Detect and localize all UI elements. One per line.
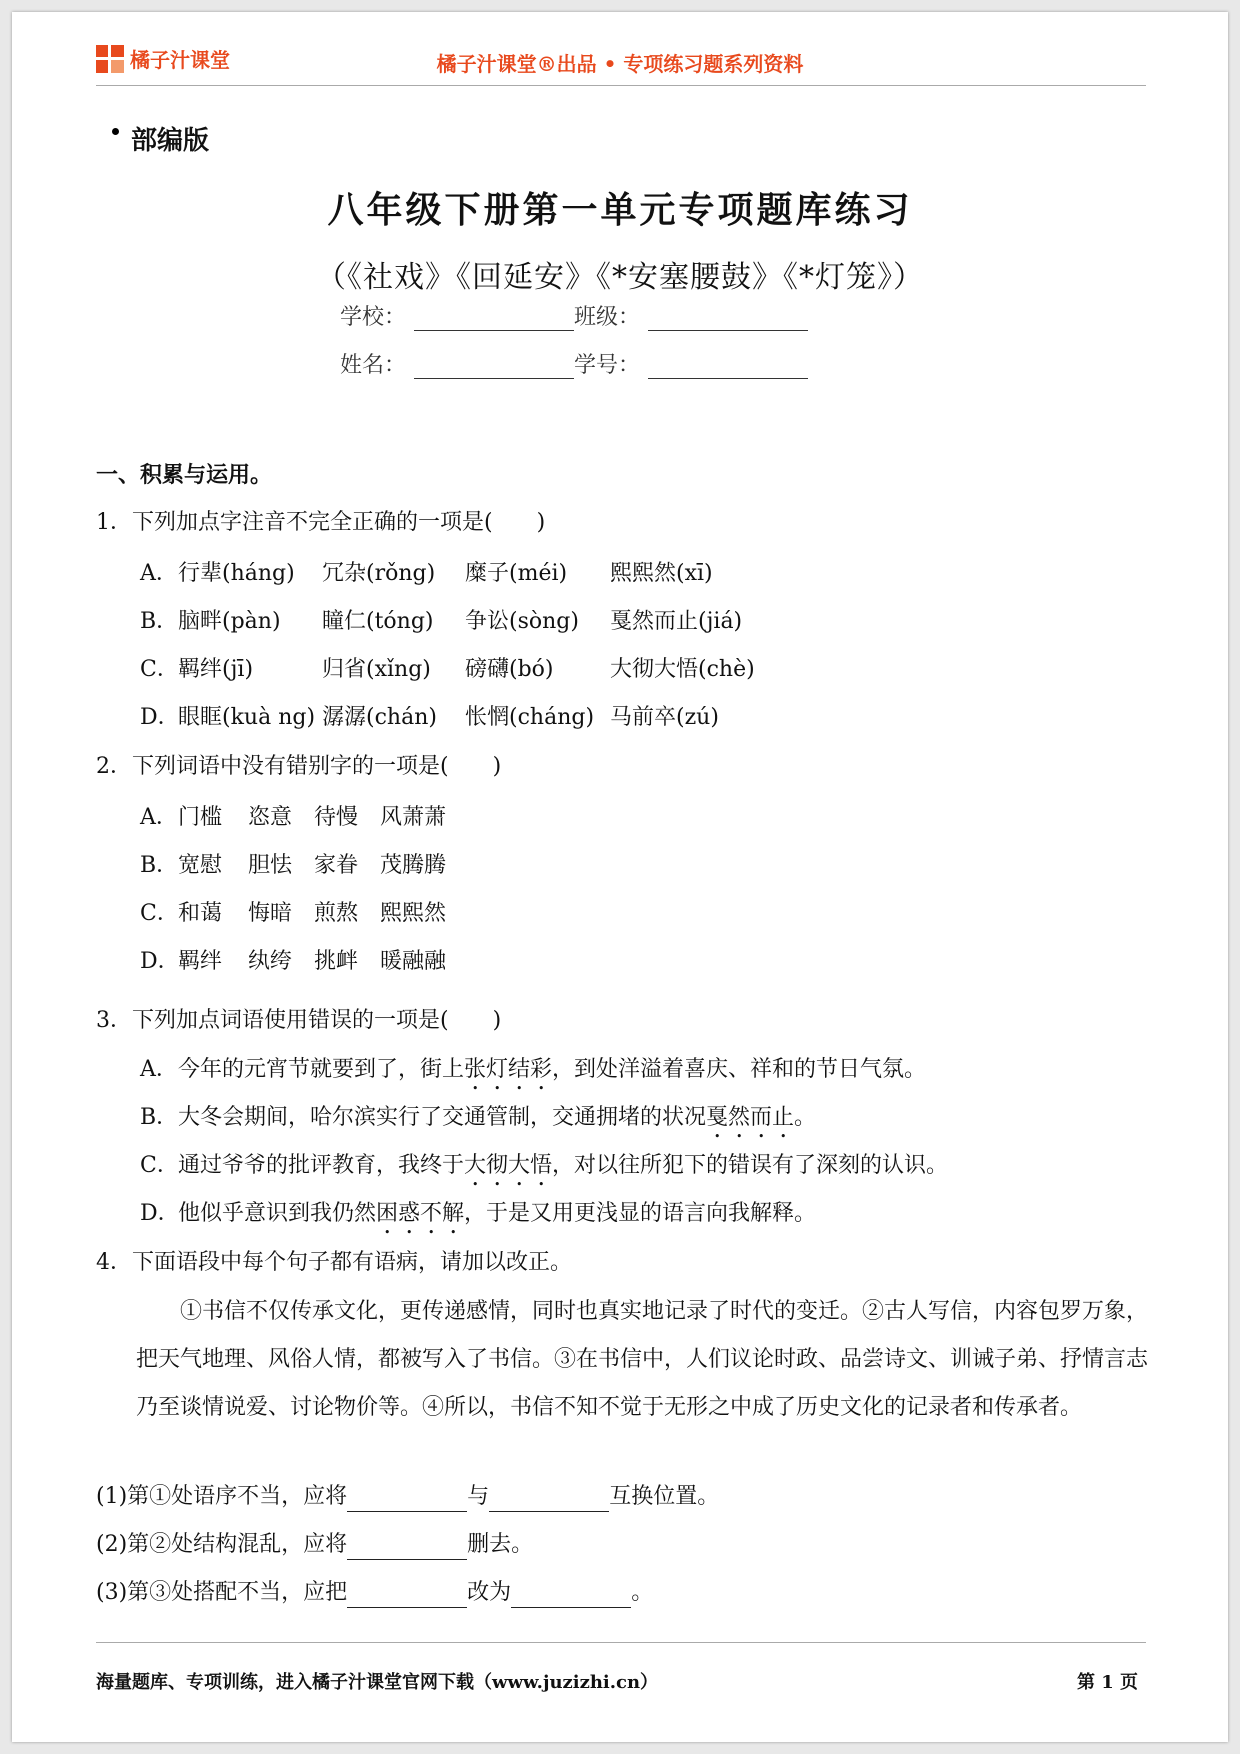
emphasized-phrase: 大彻大悟 bbox=[464, 1153, 553, 1178]
option-label: A． bbox=[140, 1057, 178, 1082]
page-subtitle: （《社戏》《回延安》《*安塞腰鼓》《*灯笼》） bbox=[316, 260, 924, 295]
option-sentence bbox=[178, 1148, 948, 1191]
header-divider bbox=[96, 85, 1146, 86]
sentence-post: ，到处洋溢着喜庆、祥和的节日气氛。 bbox=[552, 1057, 927, 1082]
sub2-text-a: (2)第②处结构混乱，应将 bbox=[96, 1532, 348, 1557]
option-label: D． bbox=[140, 1201, 180, 1226]
option-label: B． bbox=[140, 609, 179, 634]
name-blank[interactable] bbox=[414, 356, 574, 379]
class-label: 班级： bbox=[574, 305, 641, 330]
option-sentence bbox=[178, 1100, 816, 1143]
option-item: 悔暗 bbox=[248, 901, 293, 926]
option-row bbox=[12, 1196, 1228, 1226]
option-item: 冗杂(rǒng) bbox=[322, 561, 436, 586]
option-row bbox=[12, 944, 1228, 974]
student-no-label: 学号： bbox=[574, 353, 641, 378]
option-item: 恣意 bbox=[248, 805, 293, 830]
sub3-text-c: 。 bbox=[631, 1580, 654, 1605]
name-label: 姓名： bbox=[340, 353, 407, 378]
option-item: 羁绊 bbox=[178, 949, 223, 974]
sub1-blank-2[interactable] bbox=[489, 1487, 609, 1512]
student-no-blank[interactable] bbox=[648, 356, 808, 379]
sentence-pre: 大冬会期间，哈尔滨实行了交通管制，交通拥堵的状况 bbox=[178, 1105, 707, 1130]
option-label: A． bbox=[140, 805, 178, 830]
option-item: 糜子(méi) bbox=[465, 561, 568, 586]
emphasized-phrase: 戛然而止 bbox=[706, 1105, 795, 1130]
sub1-text-c: 互换位置。 bbox=[609, 1484, 720, 1509]
sentence-post: ，于是又用更浅显的语言向我解释。 bbox=[464, 1201, 817, 1226]
option-item: 瞳仁(tóng) bbox=[322, 609, 434, 634]
sub3-text-a: (3)第③处搭配不当，应把 bbox=[96, 1580, 348, 1605]
option-item: 磅礴(bó) bbox=[465, 657, 554, 682]
brand-name: 橘子汁课堂 bbox=[130, 48, 230, 72]
bullet-icon bbox=[112, 128, 119, 135]
footer-text: 海量题库、专项训练，进入橘子汁课堂官网下载（www.juzizhi.cn） bbox=[96, 1672, 659, 1693]
school-field bbox=[340, 300, 574, 331]
option-label: D． bbox=[140, 705, 180, 730]
option-item: 待慢 bbox=[314, 805, 359, 830]
edition-text: 部编版 bbox=[131, 126, 210, 156]
option-item: 挑衅 bbox=[314, 949, 359, 974]
option-sentence bbox=[178, 1196, 816, 1239]
option-label: C． bbox=[140, 657, 179, 682]
paragraph-text: ①书信不仅传承文化，更传递感情，同时也真实地记录了时代的变迁。②古人写信，内容包罗万象，把天气地理、风俗人情，都被写入了书信。③在书信中，人们议论时政、品尝诗文、训诫子弟、抒情言志乃至谈情说爱、讨论物价等。④所以，书信不知不觉于无形之中成了历史文化的记录者和传承者。 bbox=[136, 1299, 1149, 1420]
option-item: 归省(xǐng) bbox=[322, 657, 431, 682]
document-page bbox=[12, 12, 1228, 1742]
option-row bbox=[12, 1052, 1228, 1082]
option-row bbox=[12, 848, 1228, 878]
option-label: C． bbox=[140, 1153, 179, 1178]
sub3-text-b: 改为 bbox=[467, 1580, 512, 1605]
name-field bbox=[340, 348, 574, 379]
question-1-stem: 1．下列加点字注音不完全正确的一项是( ) bbox=[96, 510, 546, 535]
sentence-pre: 他似乎意识到我仍然 bbox=[178, 1201, 377, 1226]
question-4-sub-2 bbox=[96, 1530, 533, 1560]
option-item: 眼眶(kuà ng) bbox=[178, 705, 316, 730]
option-row bbox=[12, 652, 1228, 682]
sentence-post: 。 bbox=[794, 1105, 817, 1130]
option-item: 家眷 bbox=[314, 853, 359, 878]
option-item: 熙熙然 bbox=[380, 901, 447, 926]
sub2-blank-1[interactable] bbox=[347, 1535, 467, 1560]
page-number: 第 1 页 bbox=[1076, 1672, 1138, 1693]
option-label: C． bbox=[140, 901, 179, 926]
option-item: 纨绔 bbox=[248, 949, 293, 974]
option-item: 煎熬 bbox=[314, 901, 359, 926]
class-blank[interactable] bbox=[648, 308, 808, 331]
option-item: 戛然而止(jiá) bbox=[610, 609, 743, 634]
sentence-post: ，对以往所犯下的错误有了深刻的认识。 bbox=[552, 1153, 949, 1178]
sentence-pre: 今年的元宵节就要到了，街上 bbox=[178, 1057, 465, 1082]
option-item: 风萧萧 bbox=[380, 805, 447, 830]
option-item: 大彻大悟(chè) bbox=[610, 657, 755, 682]
option-item: 争讼(sòng) bbox=[465, 609, 579, 634]
student-no-field bbox=[574, 348, 808, 379]
question-4-paragraph bbox=[136, 1288, 1148, 1432]
option-item: 马前卒(zú) bbox=[610, 705, 719, 730]
sentence-pre: 通过爷爷的批评教育，我终于 bbox=[178, 1153, 465, 1178]
sub1-text-b: 与 bbox=[467, 1484, 490, 1509]
section-heading: 一、积累与运用。 bbox=[96, 462, 273, 488]
page-title: 八年级下册第一单元专项题库练习 bbox=[327, 189, 913, 231]
option-row bbox=[12, 896, 1228, 926]
option-row bbox=[12, 700, 1228, 730]
option-item: 和蔼 bbox=[178, 901, 223, 926]
question-4-stem: 4．下面语段中每个句子都有语病，请加以改正。 bbox=[96, 1250, 572, 1275]
option-item: 茂腾腾 bbox=[380, 853, 447, 878]
option-item: 宽慰 bbox=[178, 853, 223, 878]
sub1-text-a: (1)第①处语序不当，应将 bbox=[96, 1484, 348, 1509]
option-label: D． bbox=[140, 949, 180, 974]
option-label: A． bbox=[140, 561, 178, 586]
question-4-sub-3 bbox=[96, 1578, 653, 1608]
emphasized-phrase: 张灯结彩 bbox=[464, 1057, 553, 1082]
sub2-text-b: 删去。 bbox=[467, 1532, 534, 1557]
option-item: 怅惘(cháng) bbox=[465, 705, 595, 730]
emphasized-phrase: 困惑不解 bbox=[376, 1201, 465, 1226]
option-item: 暖融融 bbox=[380, 949, 447, 974]
school-label: 学校： bbox=[340, 305, 407, 330]
question-3-stem: 3．下列加点词语使用错误的一项是( ) bbox=[96, 1008, 502, 1033]
footer-divider bbox=[96, 1642, 1146, 1643]
option-row bbox=[12, 800, 1228, 830]
edition-label bbox=[112, 120, 209, 157]
option-item: 羁绊(jī) bbox=[178, 657, 254, 682]
option-item: 胆怯 bbox=[248, 853, 293, 878]
option-item: 潺潺(chán) bbox=[322, 705, 437, 730]
option-row bbox=[12, 604, 1228, 634]
question-2-stem: 2．下列词语中没有错别字的一项是( ) bbox=[96, 754, 502, 779]
option-item: 门槛 bbox=[178, 805, 223, 830]
option-sentence bbox=[178, 1052, 926, 1095]
header-title: 橘子汁课堂®出品 • 专项练习题系列资料 bbox=[436, 52, 804, 76]
option-item: 熙熙然(xī) bbox=[610, 561, 713, 586]
question-4-sub-1 bbox=[96, 1482, 719, 1512]
option-row bbox=[12, 556, 1228, 586]
option-item: 脑畔(pàn) bbox=[178, 609, 281, 634]
option-label: B． bbox=[140, 1105, 179, 1130]
option-row bbox=[12, 1148, 1228, 1178]
option-row bbox=[12, 1100, 1228, 1130]
sub1-blank-1[interactable] bbox=[347, 1487, 467, 1512]
sub3-blank-2[interactable] bbox=[511, 1583, 631, 1608]
school-blank[interactable] bbox=[414, 308, 574, 331]
option-item: 行辈(háng) bbox=[178, 561, 295, 586]
sub3-blank-1[interactable] bbox=[347, 1583, 467, 1608]
option-label: B． bbox=[140, 853, 179, 878]
class-field bbox=[574, 300, 808, 331]
